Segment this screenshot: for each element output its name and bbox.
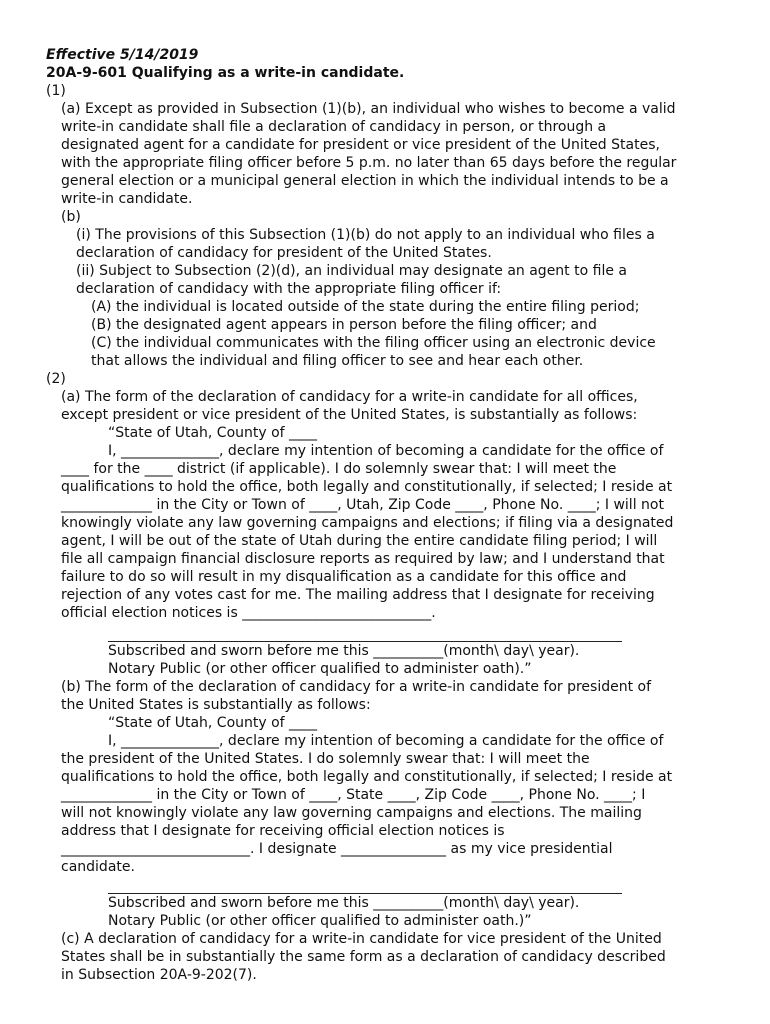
para-2a: except president or vice president of the United States, is substantially as follows: <box>61 407 638 423</box>
para-1b-ii-A: (A) the individual is located outside of the state during the entire filing period; <box>91 299 640 315</box>
form-2b-text: the president of the United States. I do solemnly swear that: I will meet the <box>61 751 590 767</box>
para-1a: write-in candidate. <box>61 191 193 207</box>
form-2a-text: file all campaign financial disclosure reports as required by law; and I understand that <box>61 551 665 567</box>
para-1b-ii-C: (C) the individual communicates with the filing officer using an electronic device <box>91 335 656 351</box>
form-2b-text: ___________________________. I designate _______________ as my vice presidential <box>61 841 613 857</box>
form-2b-county: “State of Utah, County of ____ <box>108 715 318 731</box>
section-title: 20A-9-601 Qualifying as a write-in candidate. <box>46 65 405 81</box>
form-2b-text: will not knowingly violate any law governing campaigns and elections. The mailing <box>61 805 642 821</box>
para-1a: designated agent for a candidate for president or vice president of the United States, <box>61 137 660 153</box>
form-2a-text: I, ______________, declare my intention of becoming a candidate for the office of <box>108 443 664 459</box>
form-2b-text: qualifications to hold the office, both legally and constitutionally, if selected; I reside at <box>61 769 673 785</box>
form-2b-text: candidate. <box>61 859 135 875</box>
form-2a-text: official election notices is ___________________________. <box>61 605 436 621</box>
form-2a-county: “State of Utah, County of ____ <box>108 425 318 441</box>
para-1a: (a) Except as provided in Subsection (1)(b), an individual who wishes to become a valid <box>61 101 676 117</box>
form-2a-text: ____ for the ____ district (if applicable). I do solemnly swear that: I will meet the <box>61 461 617 477</box>
form-2b-notary: Notary Public (or other officer qualified to administer oath.)” <box>108 913 532 929</box>
para-2c: in Subsection 20A-9-202(7). <box>61 967 257 983</box>
subsection-2-label: (2) <box>46 371 66 387</box>
form-2a-notary: Notary Public (or other officer qualified to administer oath).” <box>108 661 532 677</box>
para-2a: (a) The form of the declaration of candidacy for a write-in candidate for all offices, <box>61 389 638 405</box>
form-2a-text: failure to do so will result in my disqualification as a candidate for this office and <box>61 569 627 585</box>
para-1b-ii-B: (B) the designated agent appears in person before the filing officer; and <box>91 317 597 333</box>
para-1b-ii: (ii) Subject to Subsection (2)(d), an individual may designate an agent to file a <box>76 263 627 279</box>
para-2b: the United States is substantially as follows: <box>61 697 371 713</box>
form-2a-text: agent, I will be out of the state of Utah during the entire candidate filing period; I will <box>61 533 658 549</box>
para-1b-ii-C: that allows the individual and filing officer to see and hear each other. <box>91 353 584 369</box>
form-2b-text: address that I designate for receiving official election notices is <box>61 823 505 839</box>
form-2a-text: qualifications to hold the office, both legally and constitutionally, if selected; I reside at <box>61 479 673 495</box>
para-2c: (c) A declaration of candidacy for a write-in candidate for vice president of the United <box>61 931 662 947</box>
para-1a: with the appropriate filing officer before 5 p.m. no later than 65 days before the regular <box>61 155 677 171</box>
form-2a-text: rejection of any votes cast for me. The mailing address that I designate for receiving <box>61 587 655 603</box>
para-1b-i: declaration of candidacy for president of the United States. <box>76 245 492 261</box>
effective-date: Effective 5/14/2019 <box>46 47 199 63</box>
para-1a: general election or a municipal general election in which the individual intends to be a <box>61 173 669 189</box>
para-1a: write-in candidate shall file a declaration of candidacy in person, or through a <box>61 119 607 135</box>
form-2a-text: knowingly violate any law governing campaigns and elections; if filing via a designated <box>61 515 674 531</box>
form-2b-text: I, ______________, declare my intention of becoming a candidate for the office of <box>108 733 664 749</box>
subsection-1-label: (1) <box>46 83 66 99</box>
form-2a-text: _____________ in the City or Town of ____, Utah, Zip Code ____, Phone No. ____; I will not <box>61 497 664 513</box>
subsection-1b-label: (b) <box>61 209 81 225</box>
form-2a-subscribed: Subscribed and sworn before me this __________(month\ day\ year). <box>108 643 580 659</box>
form-2b-subscribed: Subscribed and sworn before me this __________(month\ day\ year). <box>108 895 580 911</box>
para-2b: (b) The form of the declaration of candidacy for a write-in candidate for president of <box>61 679 652 695</box>
para-1b-i: (i) The provisions of this Subsection (1)(b) do not apply to an individual who files a <box>76 227 655 243</box>
para-1b-ii: declaration of candidacy with the appropriate filing officer if: <box>76 281 502 297</box>
para-2c: States shall be in substantially the same form as a declaration of candidacy described <box>61 949 666 965</box>
form-2b-text: _____________ in the City or Town of ____, State ____, Zip Code ____, Phone No. ____; I <box>61 787 646 803</box>
